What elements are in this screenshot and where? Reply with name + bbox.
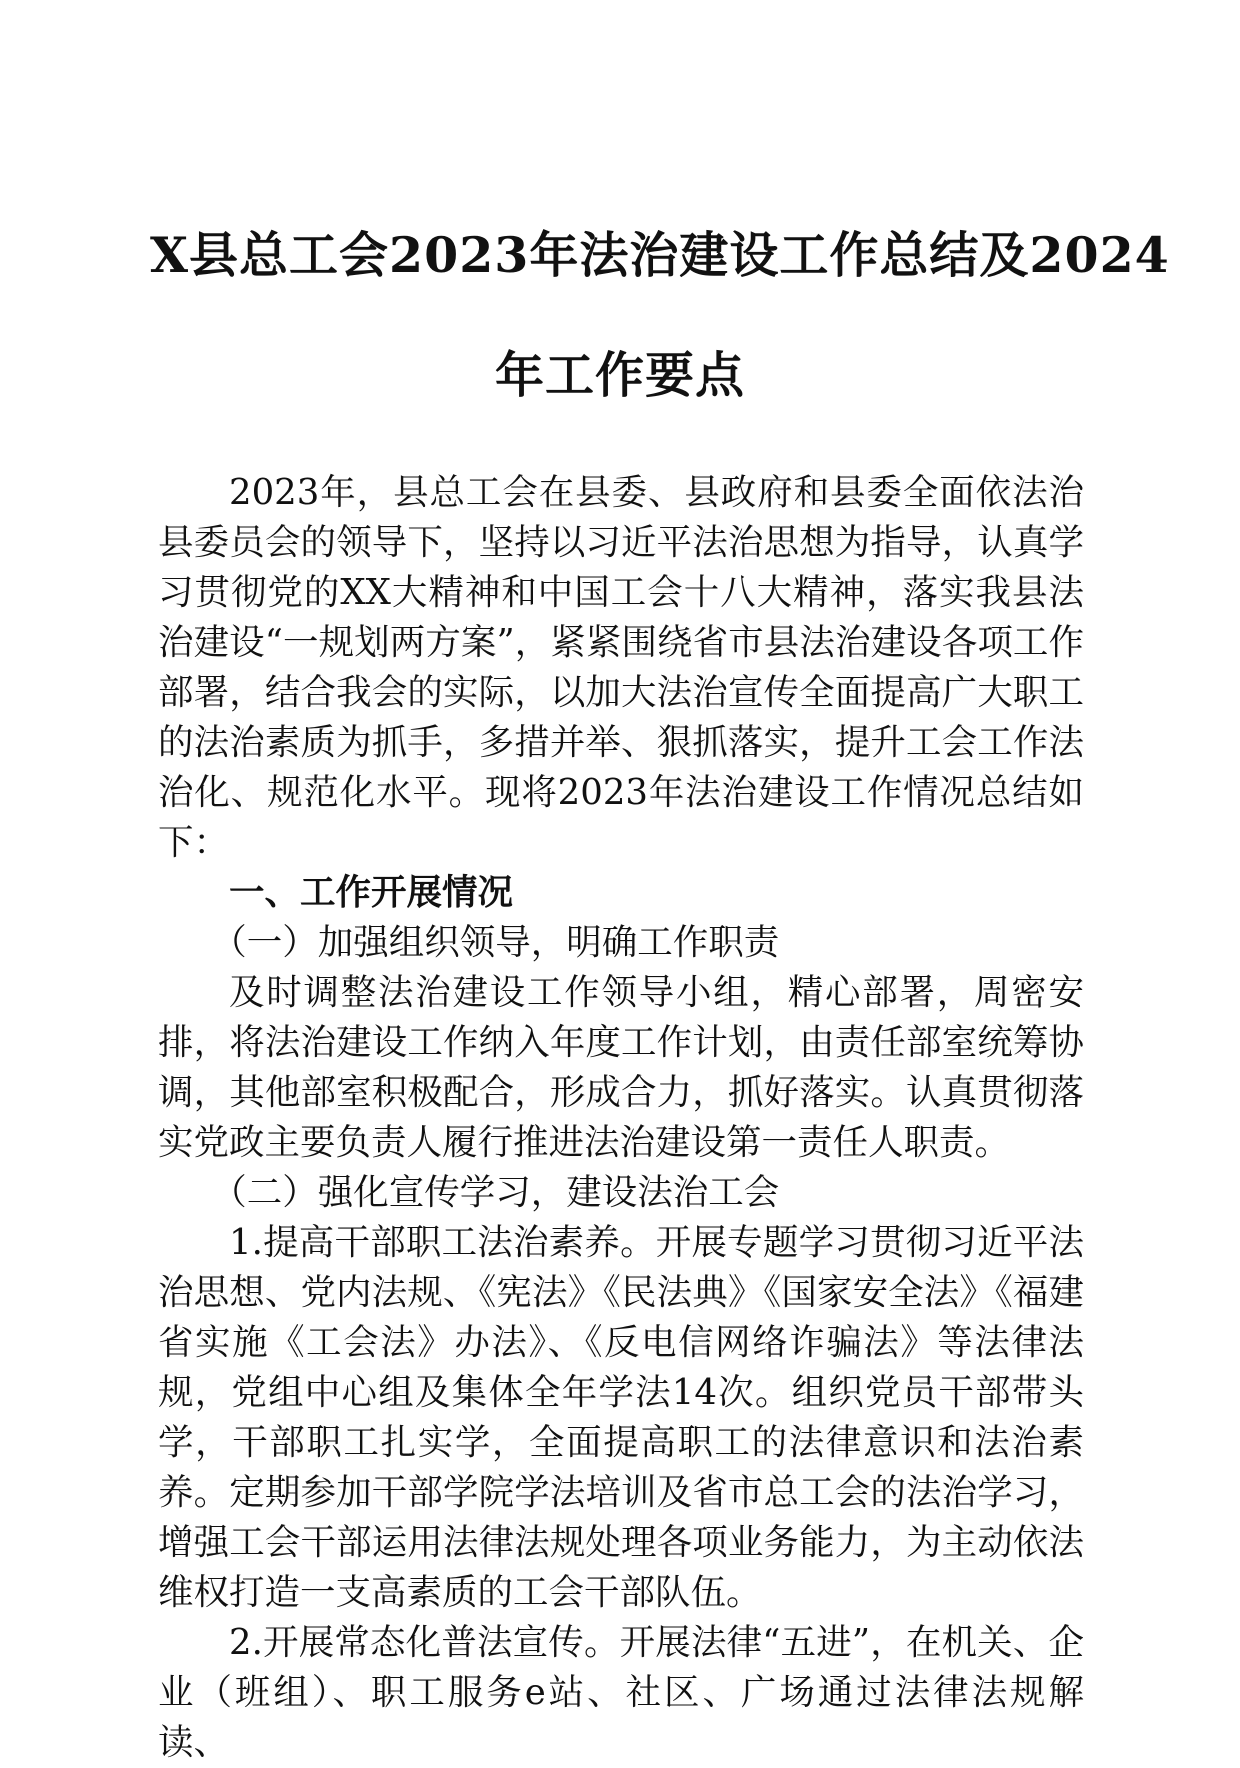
organization-paragraph: 及时调整法治建设工作领导小组，精心部署，周密安排，将法治建设工作纳入年度工作计划，由责任部室统筹协调，其他部室积极配合，形成合力，抓好落实。认真贯彻落实党政主要负责人履行推进法治建设第一责任人职责。 — [158, 972, 1084, 1163]
subsection-heading-organization: （一）加强组织领导，明确工作职责 — [211, 922, 780, 963]
document-title-line-1: X县总工会2023年法治建设工作总结及2024 — [150, 226, 1170, 284]
section-heading-work-progress: 一、工作开展情况 — [229, 872, 514, 913]
document-body — [158, 468, 1084, 1768]
intro-paragraph: 2023年，县总工会在县委、县政府和县委全面依法治县委员会的领导下，坚持以习近平法治思想为指导，认真学习贯彻党的XX大精神和中国工会十八大精神，落实我县法治建设“一规划两方案”，紧紧围绕省市县法治建设各项工作部署，结合我会的实际，以加大法治宣传全面提高广大职工的法治素质为抓手，多措并举、狠抓落实，提升工会工作法治化、规范化水平。现将2023年法治建设工作情况总结如下： — [158, 472, 1084, 863]
document-title-line-2: 年工作要点 — [494, 346, 745, 404]
publicity-item-1-paragraph: 1.提高干部职工法治素养。开展专题学习贯彻习近平法治思想、党内法规、《宪法》《民法典》《国家安全法》《福建省实施《工会法》办法》、《反电信网络诈骗法》等法律法规，党组中心组及集体全年学法14次。组织党员干部带头学，干部职工扎实学，全面提高职工的法律意识和法治素养。定期参加干部学院学法培训及省市总工会的法治学习，增强工会干部运用法律法规处理各项业务能力，为主动依法维权打造一支高素质的工会干部队伍。 — [158, 1222, 1084, 1613]
publicity-item-2-paragraph: 2.开展常态化普法宣传。开展法律“五进”，在机关、企业（班组）、职工服务e站、社区、广场通过法律法规解读、 — [158, 1622, 1084, 1763]
subsection-heading-publicity: （二）强化宣传学习，建设法治工会 — [211, 1172, 780, 1213]
